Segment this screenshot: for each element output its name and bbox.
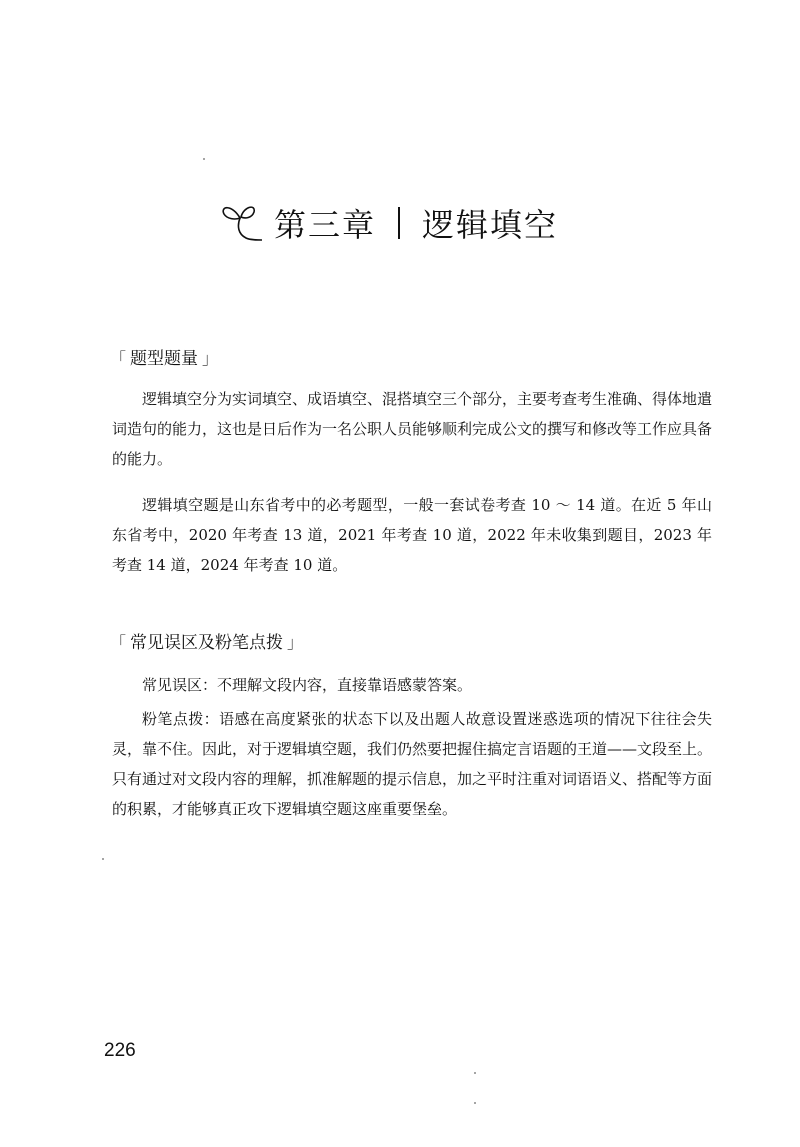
- tip-text: 语感在高度紧张的状态下以及出题人故意设置迷惑选项的情况下往往会失灵，靠不住。因此，对于逻辑填空题，我们仍然要把握住搞定言语题的王道——文段至上。只有通过对文段内容的理解，抓准解题的提示信息，加之平时注重对词语语义、搭配等方面的积累，才能够真正攻下逻辑填空题这座重要堡垒。: [112, 710, 713, 818]
- section-heading-text: 常见误区及粉笔点拨: [130, 633, 284, 653]
- tip-label: 粉笔点拨：: [142, 710, 220, 728]
- section-heading-question-types: [110, 344, 218, 369]
- bracket-right-icon: 」: [287, 633, 304, 652]
- sprout-icon: [218, 198, 268, 248]
- bracket-left-icon: 「: [110, 349, 127, 368]
- misconception-label: 常见误区：: [142, 676, 218, 694]
- scan-speck: [203, 158, 205, 160]
- section-heading-text: 题型题量: [130, 349, 199, 369]
- page-number: 226: [104, 1040, 136, 1061]
- scan-speck: [474, 1102, 476, 1104]
- section-heading-misconceptions: [110, 628, 303, 653]
- chapter-header: [218, 198, 558, 248]
- scan-speck: [102, 858, 104, 860]
- chapter-title: 逻辑填空: [422, 206, 559, 244]
- paragraph-tip: [112, 704, 712, 824]
- chapter-number: 第三章: [274, 206, 377, 244]
- paragraph-misconception: [112, 670, 712, 700]
- misconception-text: 不理解文段内容，直接靠语感蒙答案。: [217, 676, 473, 694]
- chapter-separator: [398, 207, 400, 239]
- scan-speck: [474, 1072, 476, 1074]
- paragraph-intro: 逻辑填空分为实词填空、成语填空、混搭填空三个部分，主要考查考生准确、得体地遣词造句的能力，这也是日后作为一名公职人员能够顺利完成公文的撰写和修改等工作应具备的能力。: [112, 390, 713, 468]
- paragraph-exam-stats: 逻辑填空题是山东省考中的必考题型，一般一套试卷考查 10 ～ 14 道。在近 5 年山东省考中，2020 年考查 13 道，2021 年考查 10 道，2022 年未收集到题目，2023 年考查 14 道，2024 年考查 10 道。: [112, 496, 712, 574]
- bracket-left-icon: 「: [110, 633, 127, 652]
- bracket-right-icon: 」: [202, 349, 219, 368]
